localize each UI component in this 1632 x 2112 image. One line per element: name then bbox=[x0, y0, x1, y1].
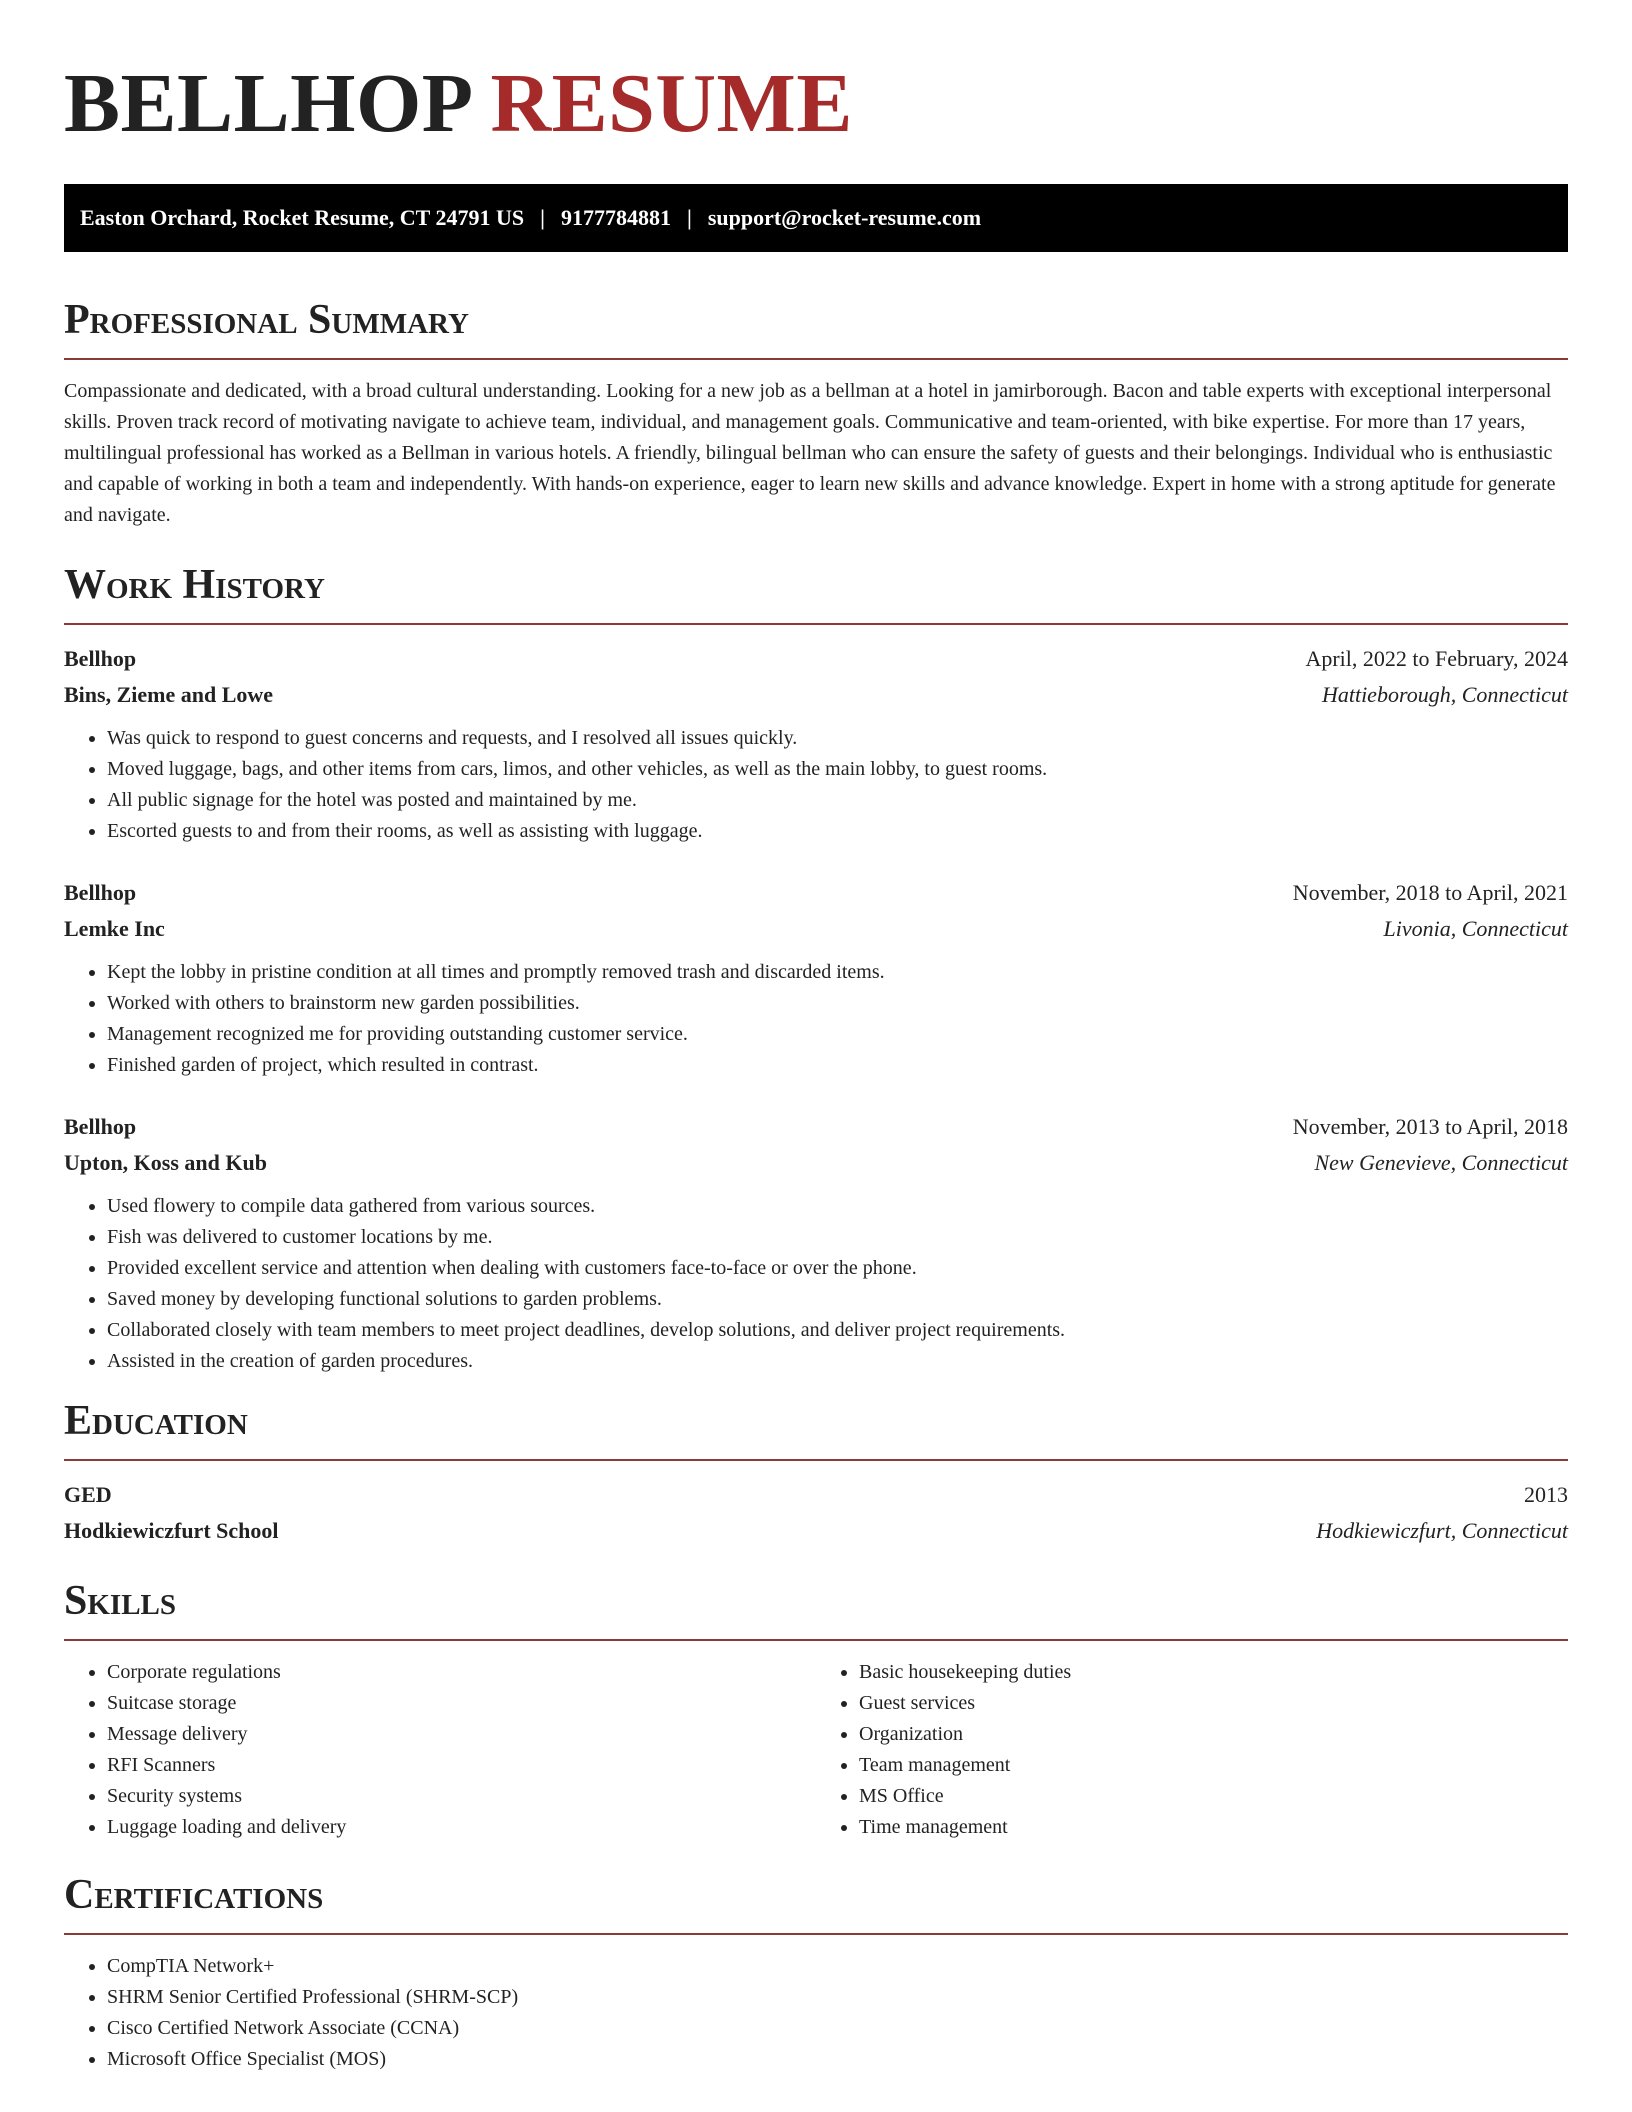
job-dates: November, 2013 to April, 2018 bbox=[1292, 1114, 1568, 1139]
work-section bbox=[64, 561, 1568, 1377]
list-item: • Security systems bbox=[107, 1781, 816, 1812]
education-location: Hodkiewiczfurt, Connecticut bbox=[1316, 1518, 1568, 1543]
section-divider bbox=[64, 1639, 1568, 1641]
list-item: • Organization bbox=[859, 1719, 1568, 1750]
list-item: • Suitcase storage bbox=[107, 1688, 816, 1719]
section-heading-certifications: Certifications bbox=[64, 1872, 324, 1918]
list-item: • Collaborated closely with team members to meet project deadlines, develop solutions, and deliver project requirements. bbox=[107, 1315, 1568, 1346]
list-item: • Used flowery to compile data gathered from various sources. bbox=[107, 1191, 1568, 1222]
job-dates: November, 2018 to April, 2021 bbox=[1292, 880, 1568, 905]
section-heading-education: Education bbox=[64, 1398, 248, 1444]
job-entry bbox=[64, 641, 1568, 847]
list-item: • Corporate regulations bbox=[107, 1657, 816, 1688]
list-item: • Team management bbox=[859, 1750, 1568, 1781]
section-heading-work: Work History bbox=[64, 562, 325, 608]
list-item: • SHRM Senior Certified Professional (SHRM-SCP) bbox=[107, 1982, 1568, 2013]
education-school: Hodkiewiczfurt School bbox=[64, 1518, 279, 1543]
list-item: • Finished garden of project, which resulted in contrast. bbox=[107, 1050, 1568, 1081]
list-item: • Moved luggage, bags, and other items from cars, limos, and other vehicles, as well as the main lobby, to guest rooms. bbox=[107, 754, 1568, 785]
list-item: • Guest services bbox=[859, 1688, 1568, 1719]
title-part1: BELLHOP bbox=[64, 57, 469, 150]
section-divider bbox=[64, 623, 1568, 625]
certifications-list bbox=[64, 1951, 1568, 2075]
certifications-section bbox=[64, 1871, 1568, 2075]
list-item: • Time management bbox=[859, 1812, 1568, 1843]
list-item: • Escorted guests to and from their rooms, as well as assisting with luggage. bbox=[107, 816, 1568, 847]
education-section bbox=[64, 1397, 1568, 1549]
list-item: • Microsoft Office Specialist (MOS) bbox=[107, 2044, 1568, 2075]
contact-email: support@rocket-resume.com bbox=[707, 205, 982, 230]
section-divider bbox=[64, 1933, 1568, 1935]
list-item: • MS Office bbox=[859, 1781, 1568, 1812]
job-entry bbox=[64, 1109, 1568, 1377]
list-item: • RFI Scanners bbox=[107, 1750, 816, 1781]
job-company: Bins, Zieme and Lowe bbox=[64, 682, 274, 707]
list-item: • Fish was delivered to customer locations by me. bbox=[107, 1222, 1568, 1253]
section-divider bbox=[64, 358, 1568, 360]
contact-phone: 9177784881 bbox=[560, 205, 671, 230]
list-item: • Luggage loading and delivery bbox=[107, 1812, 816, 1843]
job-title: Bellhop bbox=[64, 1114, 137, 1139]
education-year: 2013 bbox=[1524, 1482, 1568, 1507]
job-location: Hattieborough, Connecticut bbox=[1321, 682, 1568, 707]
list-item: • Message delivery bbox=[107, 1719, 816, 1750]
list-item: • Management recognized me for providing outstanding customer service. bbox=[107, 1019, 1568, 1050]
skills-section bbox=[64, 1577, 1568, 1843]
job-bullets bbox=[64, 1191, 1568, 1377]
title-part2: RESUME bbox=[490, 57, 853, 150]
skills-columns bbox=[64, 1657, 1568, 1843]
job-location: Livonia, Connecticut bbox=[1383, 916, 1568, 941]
list-item: • Basic housekeeping duties bbox=[859, 1657, 1568, 1688]
education-degree: GED bbox=[64, 1482, 112, 1507]
list-item: • Assisted in the creation of garden procedures. bbox=[107, 1346, 1568, 1377]
list-item: • Saved money by developing functional solutions to garden problems. bbox=[107, 1284, 1568, 1315]
resume-title bbox=[64, 58, 1568, 150]
list-item: • Kept the lobby in pristine condition at all times and promptly removed trash and discarded items. bbox=[107, 957, 1568, 988]
skills-list-left bbox=[64, 1657, 816, 1843]
section-heading-summary: Professional Summary bbox=[64, 297, 469, 343]
list-item: • All public signage for the hotel was posted and maintained by me. bbox=[107, 785, 1568, 816]
job-title: Bellhop bbox=[64, 880, 137, 905]
summary-section bbox=[64, 296, 1568, 531]
job-title: Bellhop bbox=[64, 646, 137, 671]
list-item: • Cisco Certified Network Associate (CCNA) bbox=[107, 2013, 1568, 2044]
job-bullets bbox=[64, 723, 1568, 847]
list-item: • Was quick to respond to guest concerns and requests, and I resolved all issues quickly. bbox=[107, 723, 1568, 754]
list-item: • Provided excellent service and attention when dealing with customers face-to-face or over the phone. bbox=[107, 1253, 1568, 1284]
list-item: • CompTIA Network+ bbox=[107, 1951, 1568, 1982]
job-company: Lemke Inc bbox=[64, 916, 165, 941]
skills-list-right bbox=[816, 1657, 1568, 1843]
section-heading-skills: Skills bbox=[64, 1578, 177, 1624]
summary-text: Compassionate and dedicated, with a broad cultural understanding. Looking for a new job as a bellman at a hotel in jamirborough. Bacon and table experts with exceptional interpersonal skills. Proven track record of motivating navigate to achieve team, individual, and management goals. Communicative and team-oriented, with bike expertise. For more than 17 years, multilingual professional has worked as a Bellman in various hotels. A friendly, bilingual bellman who can ensure the safety of guests and their belongings. Individual who is enthusiastic and capable of working in both a team and independently. With hands-on experience, eager to learn new skills and advance knowledge. Expert in home with a strong aptitude for generate and navigate. bbox=[64, 380, 1556, 526]
contact-separator: | bbox=[540, 205, 545, 230]
list-item: • Worked with others to brainstorm new garden possibilities. bbox=[107, 988, 1568, 1019]
contact-address: Easton Orchard, Rocket Resume, CT 24791 US bbox=[80, 205, 525, 230]
job-company: Upton, Koss and Kub bbox=[64, 1150, 267, 1175]
contact-separator: | bbox=[686, 205, 692, 230]
section-divider bbox=[64, 1459, 1568, 1461]
contact-bar bbox=[64, 184, 1568, 252]
job-location: New Genevieve, Connecticut bbox=[1314, 1150, 1568, 1175]
job-bullets bbox=[64, 957, 1568, 1081]
job-dates: April, 2022 to February, 2024 bbox=[1305, 646, 1568, 671]
job-entry bbox=[64, 875, 1568, 1081]
